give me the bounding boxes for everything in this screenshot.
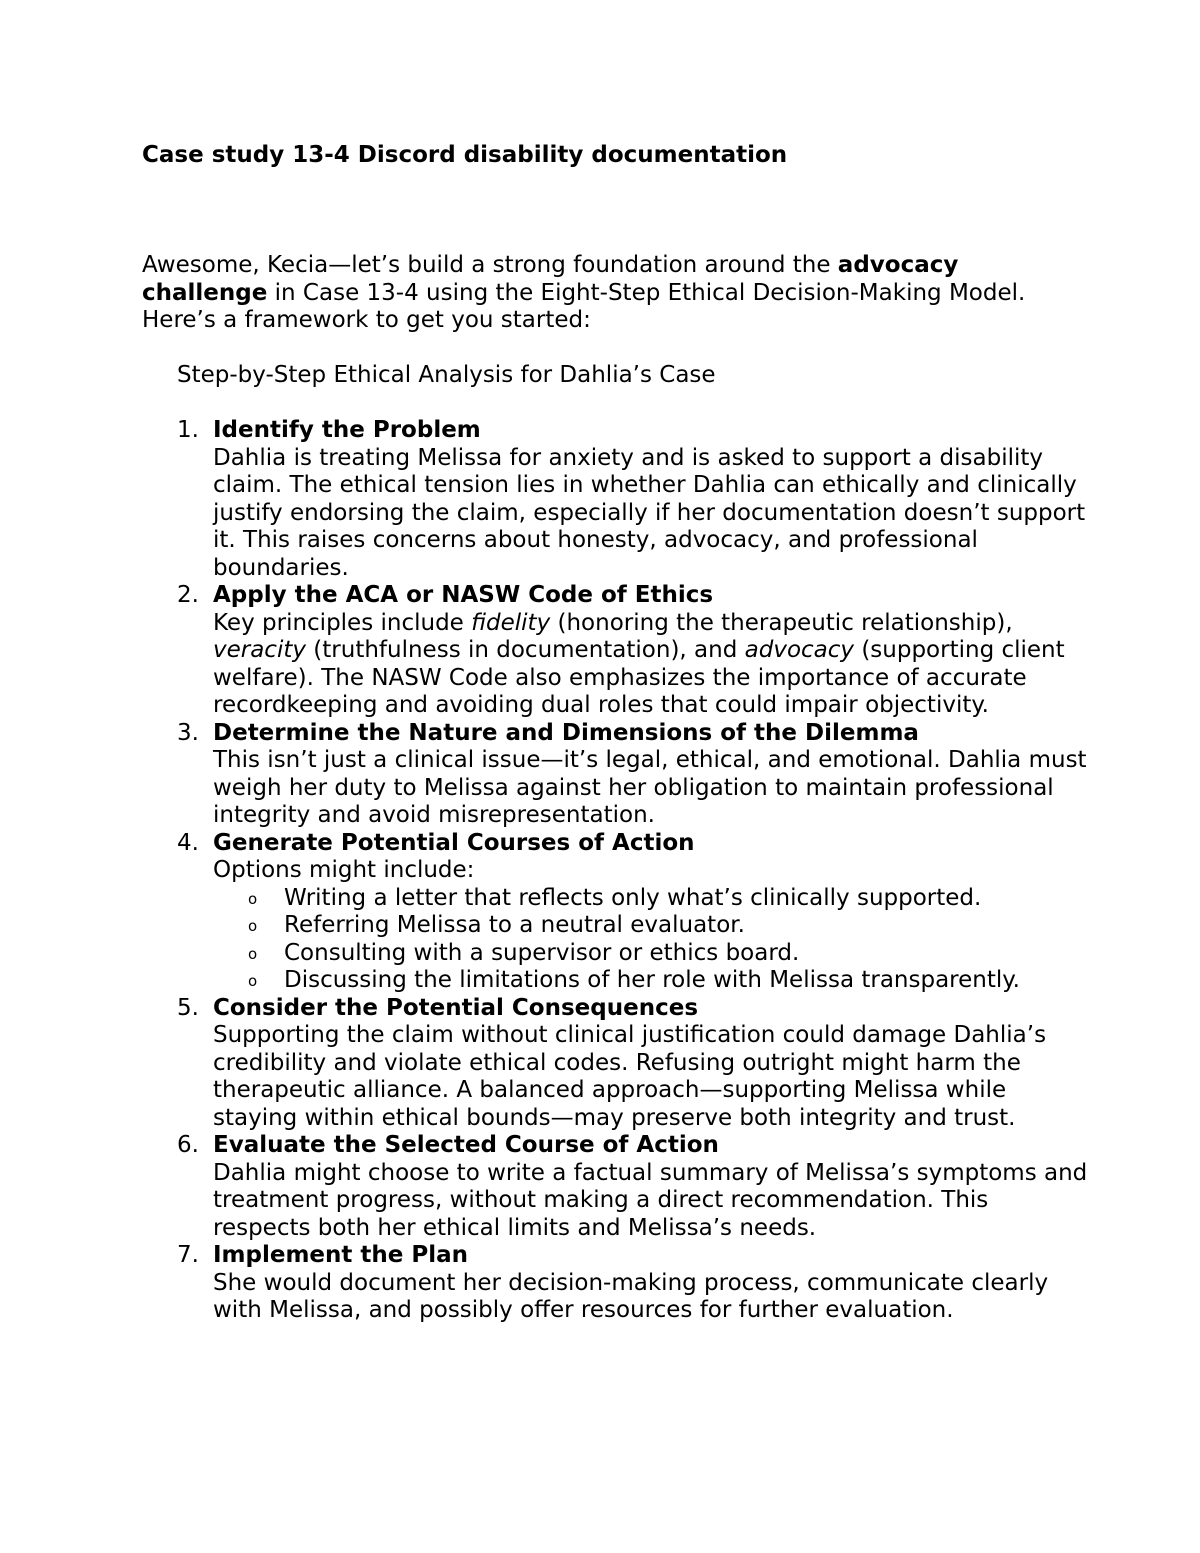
circle-bullet-icon: o	[248, 944, 258, 963]
circle-bullet-icon: o	[248, 917, 258, 935]
list-item	[213, 912, 1093, 940]
analysis-subtitle: Step-by-Step Ethical Analysis for Dahlia’s Case	[177, 362, 716, 388]
step-number: 2.	[177, 582, 199, 608]
list-item	[213, 885, 1093, 913]
step-heading: Consider the Potential Consequences	[213, 994, 699, 1021]
list-item	[213, 967, 1093, 995]
step-number: 7.	[177, 1242, 199, 1268]
intro-bold-phrase: advocacy challenge	[142, 252, 959, 306]
step-item	[0, 720, 1093, 830]
step-number: 4.	[177, 829, 199, 856]
term-advocacy: advocacy	[744, 637, 855, 663]
option-text: Writing a letter that reflects only what’s clinically supported.	[284, 884, 982, 911]
step-text	[213, 610, 1093, 720]
step-heading: Determine the Nature and Dimensions of the Dilemma	[213, 719, 919, 746]
option-text: Discussing the limitations of her role with Melissa transparently.	[284, 967, 1020, 993]
step-heading: Evaluate the Selected Course of Action	[213, 1132, 719, 1158]
intro-text-start: Awesome, Kecia—let’s build a strong foundation around the	[142, 252, 838, 278]
step-text-part: (supporting client welfare). The NASW Code also emphasizes the importance of accurate recordkeeping and avoiding dual roles that could impair objectivity.	[213, 637, 1065, 718]
step-item	[0, 830, 1093, 995]
step-number: 6.	[177, 1132, 199, 1158]
circle-bullet-icon: o	[248, 972, 258, 990]
step-text: Supporting the claim without clinical justification could damage Dahlia’s credibility and violate ethical codes. Refusing outright might harm the therapeutic alliance. A balanced approach—supporting Melissa while staying within ethical bounds—may preserve both integrity and trust.	[213, 1022, 1047, 1131]
step-text-part: (truthfulness in documentation), and	[305, 637, 745, 663]
steps-list	[0, 417, 1200, 1325]
step-text: This isn’t just a clinical issue—it’s legal, ethical, and emotional. Dahlia must weigh her duty to Melissa against her obligation to maintain professional integrity and avoid misrepresentation.	[213, 747, 1087, 828]
option-text: Consulting with a supervisor or ethics board.	[284, 939, 800, 966]
circle-bullet-icon: o	[248, 889, 258, 908]
step-item	[0, 417, 1093, 582]
step-text: She would document her decision-making process, communicate clearly with Melissa, and possibly offer resources for further evaluation.	[213, 1269, 1049, 1323]
option-text: Referring Melissa to a neutral evaluator.	[284, 912, 745, 938]
step-number: 1.	[177, 417, 199, 443]
step-heading: Implement the Plan	[213, 1242, 469, 1268]
step-text: Dahlia might choose to write a factual summary of Melissa’s symptoms and treatment progress, without making a direct recommendation. This respects both her ethical limits and Melissa’s needs.	[213, 1159, 1088, 1241]
document-title: Case study 13-4 Discord disability documentation	[142, 142, 788, 168]
intro-text-end: in Case 13-4 using the Eight-Step Ethical Decision-Making Model. Here’s a framework to get you started:	[142, 279, 1026, 333]
step-heading: Apply the ACA or NASW Code of Ethics	[213, 582, 714, 608]
term-veracity: veracity	[213, 637, 306, 663]
list-item	[213, 940, 1093, 968]
options-list	[213, 885, 1093, 995]
step-number: 3.	[177, 719, 199, 746]
step-item	[0, 1132, 1093, 1242]
step-text: Options might include:	[213, 857, 475, 883]
intro-paragraph	[142, 252, 1042, 335]
step-number: 5.	[177, 994, 199, 1021]
step-item	[0, 995, 1093, 1133]
step-text-part: (honoring the therapeutic relationship),	[550, 609, 1013, 636]
step-item	[0, 1242, 1093, 1325]
step-text: Dahlia is treating Melissa for anxiety and is asked to support a disability claim. The ethical tension lies in whether Dahlia can ethically and clinically justify endorsing the claim, especially if her documentation doesn’t support it. This raises concerns about honesty, advocacy, and professional boundaries.	[213, 444, 1086, 581]
step-heading: Identify the Problem	[213, 417, 481, 443]
step-item	[0, 582, 1093, 720]
term-fidelity: fidelity	[471, 609, 551, 636]
step-text-part: Key principles include	[213, 609, 472, 636]
step-heading: Generate Potential Courses of Action	[213, 829, 695, 856]
